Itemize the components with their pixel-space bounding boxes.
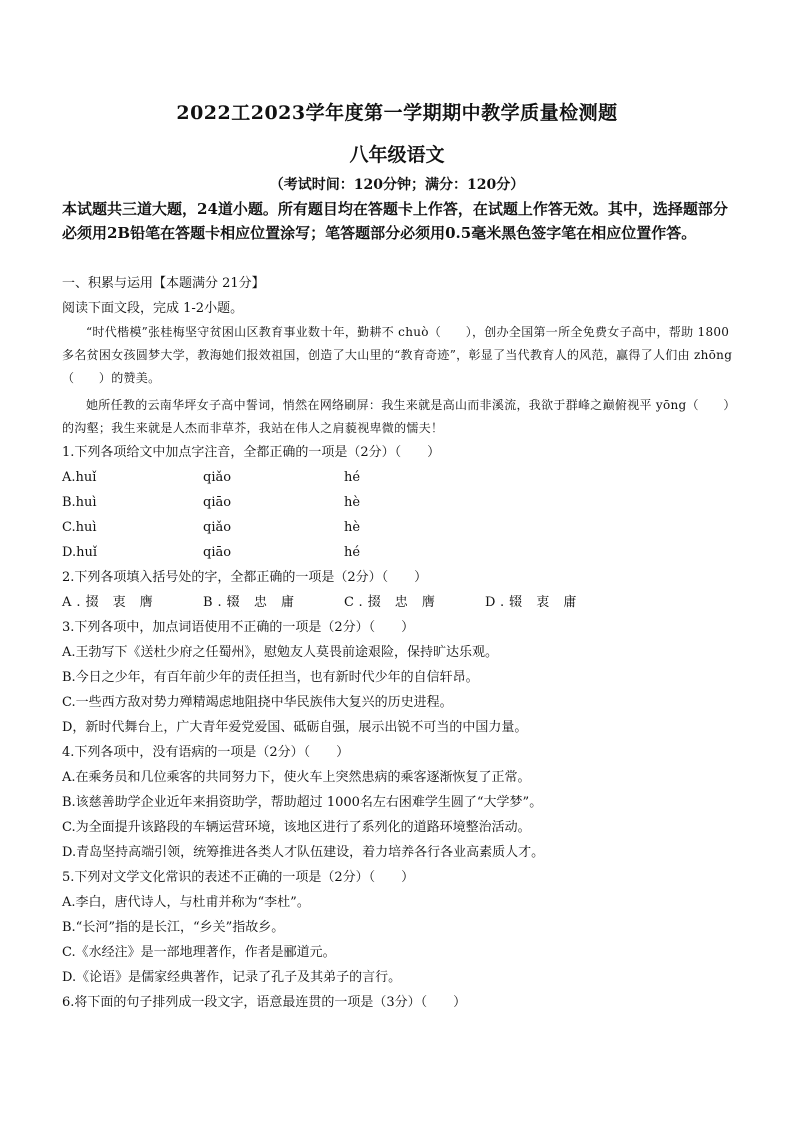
reading-passage [62,321,734,440]
reading-intro: 阅读下面文段，完成 1-2小题。 [62,301,244,316]
question-2-option-a[interactable]: A.掇 衷 膺 [62,595,158,610]
question-3-stem: 3.下列各项中，加点词语使用不正确的一项是（2分）（ ） [62,620,415,635]
question-4-option-d[interactable]: D.青岛坚持高端引领，统筹推进各类人才队伍建设，着力培养各行各业高素质人才。 [62,845,545,860]
exam-info: （考试时间：120分钟；满分：120分） [269,177,525,193]
question-4-option-a[interactable]: A.在乘务员和几位乘客的共同努力下，使火车上突然患病的乘客逐渐恢复了正常。 [62,770,531,785]
question-6-stem: 6.将下面的句子排列成一段文字，语意最连贯的一项是（3分）（ ） [62,995,467,1010]
question-2-option-c[interactable]: C.掇 忠 膺 [344,595,440,610]
section-heading: 一、积累与运用【本题满分 21分】 [62,276,265,291]
question-3-option-b[interactable]: B.今日之少年，有百年前少年的责任担当，也有新时代少年的自信轩昂。 [62,670,479,685]
exam-body [62,271,734,1015]
question-3-option-a[interactable]: A.王勃写下《送杜少府之任蜀州》，慰勉友人莫畏前途艰险，保持旷达乐观。 [62,645,499,660]
question-1-option-d[interactable]: D.huǐ qiāo hé [62,545,361,560]
question-4-stem: 4.下列各项中，没有语病的一项是（2分）（ ） [62,745,350,760]
question-4-option-b[interactable]: B.该慈善助学企业近年来捐资助学，帮助超过 1000名左右困难学生圆了“大学梦”。 [62,795,543,810]
subject-title: 八年级语文 [349,144,445,166]
question-1-option-a[interactable]: A.huǐ qiǎo hé [62,470,361,485]
question-5-option-d[interactable]: D.《论语》是儒家经典著作，记录了孔子及其弟子的言行。 [62,970,402,985]
passage-paragraph-1: “时代楷模”张桂梅坚守贫困山区教育事业数十年，勤耕不 chuò（ ），创办全国第一所全免费女子高中，帮助 1800 多名贫困女孩圆梦大学，教海她们报效祖国，创造了大山里的“教育奇迹”，彰显了当代教育人的风范，赢得了人们由 zhōng（ ）的赞美。 [62,325,733,385]
question-5-option-a[interactable]: A.李白，唐代诗人，与杜甫并称为“李杜”。 [62,895,310,910]
question-5-option-c[interactable]: C.《水经注》是一部地理著作，作者是郦道元。 [62,945,336,960]
question-1-option-c[interactable]: C.huì qiǎo hè [62,520,361,535]
exam-notice: 本试题共三道大题，24道小题。所有题目均在答题卡上作答，在试题上作答无效。其中，选择题部分必须用2B铅笔在答题卡相应位置涂写；笔答题部分必须用0.5毫米黑色签字笔在相应位置作答。 [62,200,728,242]
question-4-option-c[interactable]: C.为全面提升该路段的车辆运营环境，该地区进行了系列化的道路环境整治活动。 [62,820,531,835]
question-2-option-d[interactable]: D.辍 衷 庸 [485,595,582,610]
question-5-stem: 5.下列对文学文化常识的表述不正确的一项是（2分）（ ） [62,870,415,885]
question-2-stem: 2.下列各项填入括号处的字，全都正确的一项是（2分）（ ） [62,570,428,585]
question-3-option-c[interactable]: C.一些西方敌对势力殚精竭虑地阻挠中华民族伟大复兴的历史进程。 [62,695,453,710]
passage-paragraph-2: 她所任教的云南华坪女子高中誓词，悄然在网络刷屏：我生来就是高山而非溪流，我欲于群峰之巅俯视平 yōng（ ）的沟壑；我生来就是人杰而非草芥，我站在伟人之肩藐视卑微的懦夫！ [62,398,730,435]
question-2-option-b[interactable]: B.辍 忠 庸 [203,595,299,610]
exam-title: 2022工2023学年度第一学期期中教学质量检测题 [176,102,618,124]
question-3-option-d[interactable]: D，新时代舞台上，广大青年爱党爱国、砥砺自强，展示出锐不可当的中国力量。 [62,720,528,735]
question-5-option-b[interactable]: B.“长河”指的是长江，“乡关”指故乡。 [62,920,285,935]
question-1-stem: 1.下列各项给文中加点字注音，全都正确的一项是（2分）（ ） [62,445,441,460]
question-1-option-b[interactable]: B.huì qiāo hè [62,495,361,510]
question-2-options [62,590,734,615]
